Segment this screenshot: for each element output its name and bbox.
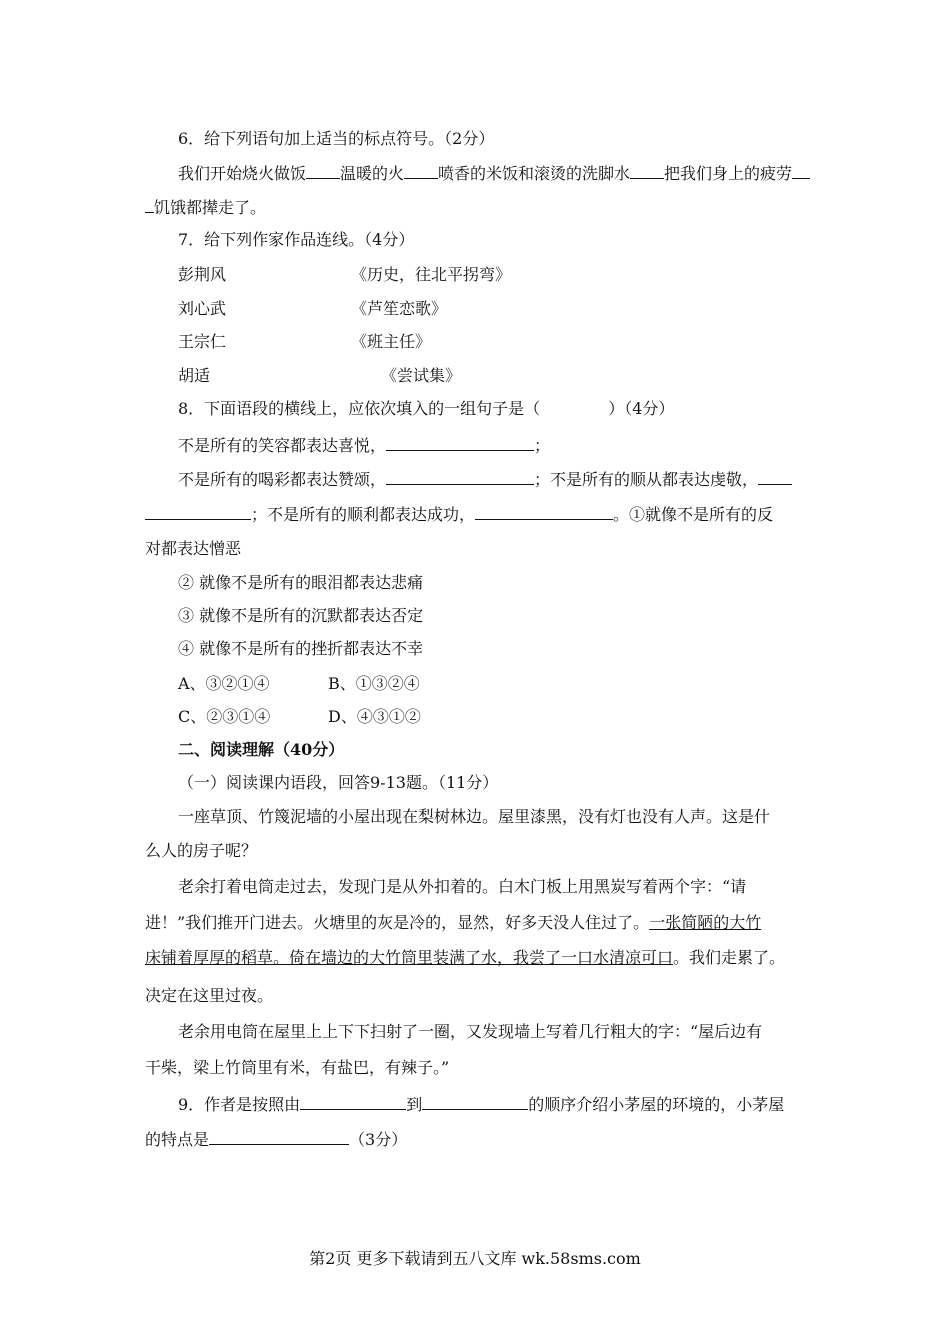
passage-p2-line1: 老余打着电筒走过去，发现门是从外扣着的。白木门板上用黑炭写着两个字：“请 [178, 877, 747, 896]
passage-underlined-1: 一张简陋的大竹 [649, 913, 762, 932]
q8-l2b: ；不是所有的顺从都表达虔敬， [534, 470, 759, 489]
q9-a: 9．作者是按照由 [178, 1095, 301, 1114]
passage-p1-line1: 一座草顶、竹篾泥墙的小屋出现在梨树林边。屋里漆黑，没有灯也没有人声。这是什 [178, 807, 771, 826]
q6-seg5: 饥饿都撵走了。 [154, 198, 267, 217]
q9-c: 的顺序介绍小茅屋的环境的，小茅屋 [528, 1095, 785, 1114]
q6-blank-2[interactable] [404, 161, 438, 179]
q9-line-1 [178, 1092, 784, 1116]
q8-blank-2[interactable] [386, 467, 534, 485]
passage-p2-line2 [145, 912, 761, 934]
q8-blank-3[interactable] [758, 467, 792, 485]
q8-choice-c[interactable]: C、②③①④ [178, 707, 271, 726]
q9-d: 的特点是 [145, 1130, 210, 1149]
q8-l3b: 。①就像不是所有的反 [613, 505, 774, 524]
q8-option-2: ② 就像不是所有的眼泪都表达悲痛 [178, 573, 424, 592]
q7-work-3: 《班主任》 [351, 332, 432, 351]
q9-b: 到 [406, 1095, 423, 1114]
passage-p3-line1: 老余用电筒在屋里上上下下扫射了一圈，又发现墙上写着几行粗大的字：“屋后边有 [178, 1022, 763, 1041]
q8-line-3 [145, 502, 773, 526]
q8-l1b: ； [534, 436, 551, 455]
q6-seg1: 我们开始烧火做饭 [178, 164, 307, 183]
q6-seg4: 把我们身上的疲劳 [664, 164, 793, 183]
q6-sentence-line2 [145, 195, 266, 219]
q8-title [178, 398, 674, 420]
section2-sub: （一）阅读课内语段，回答9-13题。（11分） [178, 773, 499, 792]
q7-author-1: 彭荆风 [178, 265, 227, 284]
q8-l3a: ；不是所有的顺利都表达成功， [251, 505, 476, 524]
q8-option-4: ④ 就像不是所有的挫折都表达不幸 [178, 639, 424, 658]
q7-work-2: 《芦笙恋歌》 [351, 299, 448, 318]
q8-blank-1[interactable] [386, 433, 534, 451]
passage-p3-line2: 干柴，梁上竹筒里有米，有盐巴，有辣子。” [145, 1058, 450, 1077]
q8-option-3: ③ 就像不是所有的沉默都表达否定 [178, 606, 424, 625]
q8-line-4: 对都表达憎恶 [145, 539, 242, 558]
q8-blank-3-cont [145, 502, 251, 520]
q6-blank-4-cont [145, 195, 154, 213]
q9-blank-1[interactable] [300, 1092, 406, 1110]
q9-e: （3分） [349, 1130, 408, 1149]
q7-work-4: 《尝试集》 [381, 366, 462, 385]
q7-author-3: 王宗仁 [178, 332, 227, 351]
q9-blank-3[interactable] [209, 1127, 349, 1145]
q7-author-4: 胡适 [178, 366, 211, 385]
q6-sentence-line1 [178, 161, 810, 185]
q6-blank-3[interactable] [630, 161, 664, 179]
q6-seg2: 温暖的火 [340, 164, 405, 183]
q9-blank-2[interactable] [422, 1092, 528, 1110]
passage-underlined-2: 床铺着厚厚的稻草。倚在墙边的大竹筒里装满了水，我尝了一口水清凉可口 [145, 948, 674, 967]
q7-title: 7．给下列作家作品连线。（4分） [178, 230, 415, 249]
passage-p1-line2: 么人的房子呢？ [145, 841, 258, 860]
q7-author-2: 刘心武 [178, 299, 227, 318]
q8-l2a: 不是所有的喝彩都表达赞颂， [178, 470, 387, 489]
q6-blank-1[interactable] [306, 161, 340, 179]
q7-work-1: 《历史，往北平拐弯》 [351, 265, 512, 284]
passage-p2-line3 [145, 947, 785, 969]
q8-title-a: 8．下面语段的横线上，应依次填入的一组句子是（ [178, 399, 541, 418]
q8-title-b: ）（4分） [608, 399, 675, 418]
passage-p2-line4: 决定在这里过夜。 [145, 986, 274, 1005]
q8-line-2 [178, 467, 792, 491]
q8-l1a: 不是所有的笑容都表达喜悦， [178, 436, 387, 455]
q6-seg3: 喷香的米饭和滚烫的洗脚水 [438, 164, 631, 183]
q8-choice-b[interactable]: B、①③②④ [328, 674, 420, 693]
q8-blank-4[interactable] [475, 502, 613, 520]
q8-choice-d[interactable]: D、④③①② [328, 707, 421, 726]
page-footer: 第2页 更多下载请到五八文库 wk.58sms.com [309, 1249, 641, 1268]
q6-title: 6．给下列语句加上适当的标点符号。（2分） [178, 129, 495, 148]
q6-blank-4[interactable] [792, 161, 810, 179]
q9-line-2 [145, 1127, 407, 1151]
section2-heading: 二、阅读理解（40分） [178, 740, 345, 759]
q8-choice-a[interactable]: A、③②①④ [178, 674, 270, 693]
passage-p2-line2-a: 进！”我们推开门进去。火塘里的灰是冷的，显然，好多天没人住过了。 [145, 913, 650, 932]
q8-line-1 [178, 433, 550, 457]
passage-p2-line3-b: 。我们走累了。 [673, 948, 786, 967]
